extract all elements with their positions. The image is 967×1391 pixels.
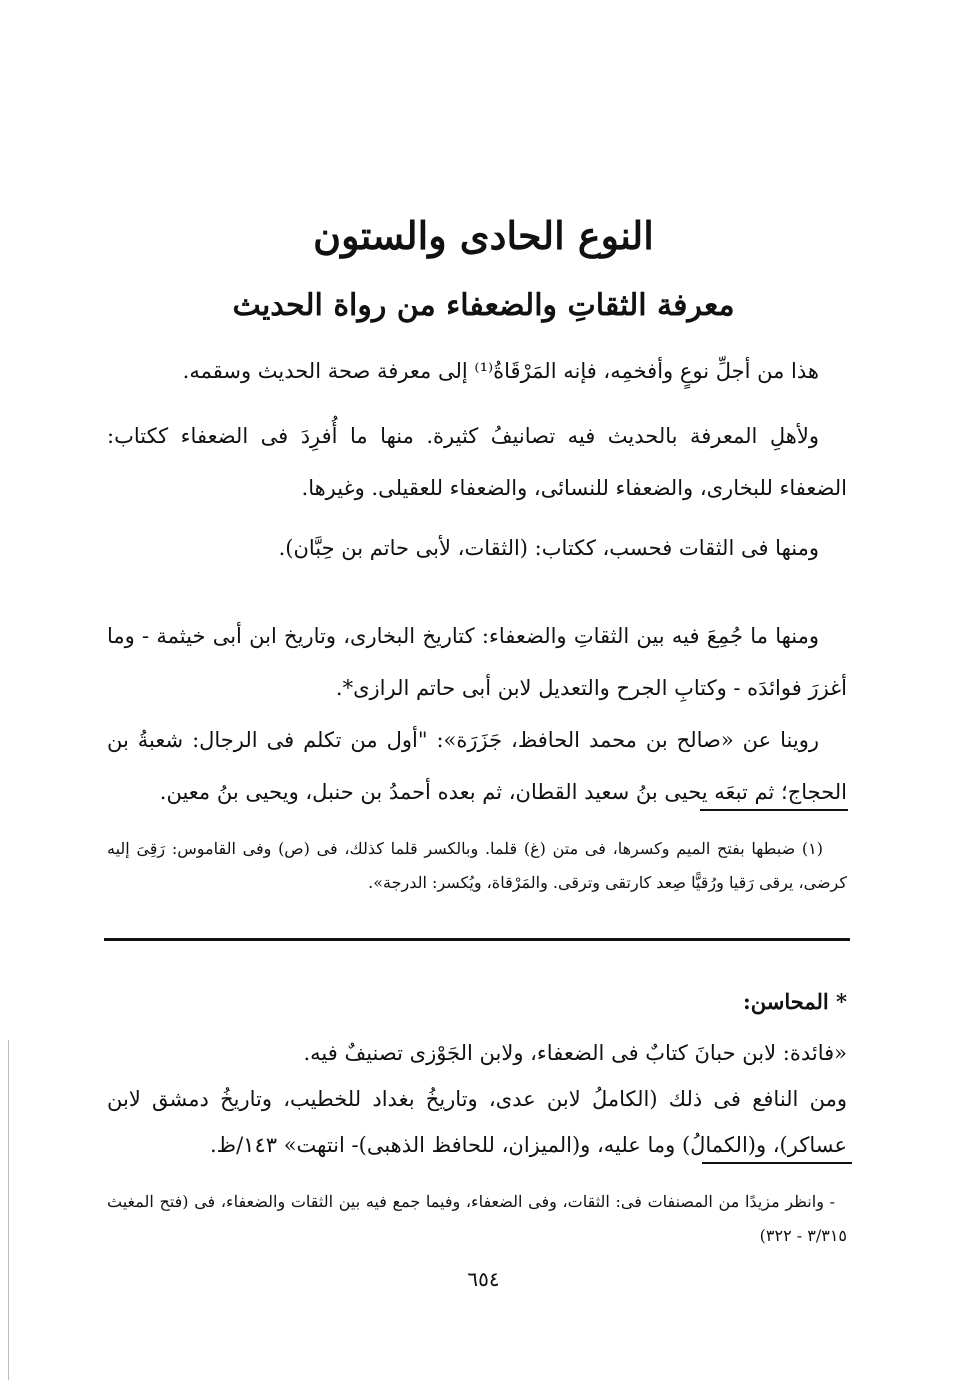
page-number: ٦٥٤	[467, 1267, 500, 1291]
mahasin-paragraph-2: ومن النافع فى ذلك (الكاملُ لابن عدى، وتاريخُ بغداد للخطيب، وتاريخُ دمشق لابن عساكر)، و(الكمالُ) وما عليه، و(الميزان، للحافظ الذهبى)- انتهت» ١٤٣/ظ.	[107, 1087, 847, 1157]
paragraph-2: ولأهلِ المعرفة بالحديث فيه تصانيفُ كثيرة. منها ما أُفرِدَ فى الضعفاء ككتاب: الضعفاء للبخارى، والضعفاء للنسائى، والضعفاء للعقيلى. وغيرها.	[107, 424, 847, 500]
paragraph-3: ومنها فى الثقات فحسب، ككتاب: (الثقات، لأبى حاتم بن حِبَّان).	[278, 536, 819, 560]
paragraph-5: روينا عن «صالح بن محمد الحافظ، جَزَرَة»: "أول من تكلم فى الرجال: شعبةُ بن الحجاج؛ ثم تبعَه يحيى بنُ سعيد القطان، ثم بعده أحمدُ بن حنبل، ويحيى بنُ معين.	[107, 728, 847, 804]
chapter-subtitle: معرفة الثقاتِ والضعفاء من رواة الحديث	[232, 288, 735, 323]
mahasin-title: * المحاسن:	[743, 989, 847, 1014]
footnote-1: (١) ضبطها بفتح الميم وكسرها، فى متن (غ) قلما. وبالكسر قلما كذلك، فى (ص) وفى القاموس: رَقِىَ إليه كرضى، يرقى رَقيا ورُقيًّا صِعد كارتقى وترقى. والمَرْقاة، ويُكسر: الدرجة».	[107, 839, 847, 892]
scan-edge-line	[8, 1040, 9, 1380]
footnote-separator-2	[702, 1162, 852, 1164]
paragraph-4: ومنها ما جُمِعَ فيه بين الثقاتِ والضعفاء: كتاريخ البخارى، وتاريخ ابن أبى خيثمة - وما أغزرَ فوائدَه - وكتابِ الجرح والتعديل لابن أبى حاتم الرازى*.	[107, 624, 847, 700]
footnote-separator	[700, 809, 848, 811]
paragraph-1: هذا من أجلِّ نوعٍ وأفخمِه، فإنه المَرْقَاةُ⁽¹⁾ إلى معرفة صحة الحديث وسقمه.	[182, 359, 819, 383]
footnote-2: - وانظر مزيدًا من المصنفات فى: الثقات، وفى الضعفاء، وفيما جمع فيه بين الثقات والضعفاء، فى (فتح المغيث ٣/٣١٥ - ٣٢٢)	[107, 1192, 847, 1245]
mahasin-paragraph-1: «فائدة: لابن حبانَ كتابٌ فى الضعفاء، ولابن الجَوْزى تصنيفٌ فيه.	[303, 1041, 847, 1065]
section-divider	[104, 938, 850, 941]
chapter-title: النوع الحادى والستون	[313, 213, 654, 258]
